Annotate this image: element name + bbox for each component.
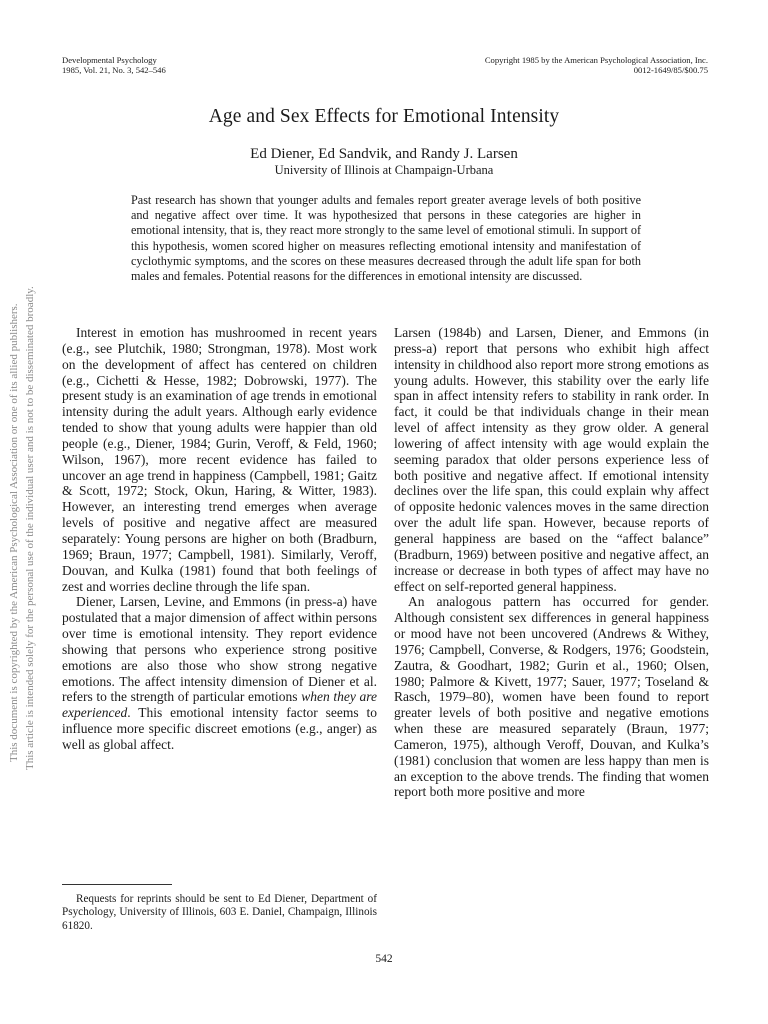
left-paragraph-1: Interest in emotion has mushroomed in recent years (e.g., see Plutchik, 1980; Strongman, 1978). Most work on the development of affect has centered on children (e.g., Cichetti & Hesse, 1982; Dobrowski, 1977). The present study is an examination of age trends in emotional intensity during the adult years. Although early evidence tended to show that young adults were happier than old people (e.g., Diener, 1984; Gurin, Veroff, & Feld, 1960; Wilson, 1967), more recent evidence has failed to uncover an age trend in happiness (Campbell, 1981; Gaitz & Scott, 1972; Stock, Okun, Haring, & Witter, 1983). However, an interesting trend emerges when average levels of positive and negative affect are measured separately: Young persons are higher on both (Bradburn, 1969; Braun, 1977; Campbell, 1981). Similarly, Veroff, Douvan, and Kulka (1981) found that both feelings of zest and worries decline through the life span. (62, 325, 377, 594)
right-paragraph-1: Larsen (1984b) and Larsen, Diener, and Emmons (in press-a) report that persons who exhibit high affect intensity in childhood also report more strong emotions as young adults. However, this stability over the early life span in affect intensity refers to stability in rank order. In fact, it could be that individuals change in their mean level of affect intensity as they grow older. A general lowering of affect intensity with age would explain the seeming paradox that older persons experience less of both positive and negative affect. If emotional intensity declines over the life span, this could explain why affect of opposite hedonic valences moves in the same direction over the adult life span. However, because reports of general happiness are based on the “affect balance” (Bradburn, 1969) between positive and negative affect, an increase or decrease in both types of affect may have no effect on self-reported general happiness. (394, 325, 709, 594)
affiliation: University of Illinois at Champaign-Urbana (274, 163, 494, 177)
left-paragraph-2-part-b: . This emotional intensity factor seems to influence more specific discreet emotions (e.g., anger) as well as global affect. (62, 705, 377, 752)
abstract (131, 193, 641, 284)
issn-line: 0012-1649/85/$00.75 (633, 65, 708, 75)
copyright-line: Copyright 1985 by the American Psychological Association, Inc. (484, 55, 708, 65)
watermark-line-1: This document is copyrighted by the American Psychological Association or one of its allied publishers. (8, 303, 20, 762)
right-paragraph-2: An analogous pattern has occurred for gender. Although consistent sex differences in general happiness or mood have not been uncovered (Andrews & Withey, 1976; Campbell, Converse, & Rodgers, 1976; Goodstein, Zautra, & Goodhart, 1982; Gurin et al., 1960; Olsen, 1980; Palmore & Kivett, 1977; Sauer, 1977; Toseland & Rasch, 1979–80), women have been found to report greater levels of both positive and negative emotions when these are measured separately (Braun, 1977; Cameron, 1975), although Veroff, Douvan, and Kulka’s (1981) conclusion that women are less happy than men is an exception to the above trends. The finding that women report both more positive and more (394, 594, 709, 800)
left-column (62, 325, 377, 753)
left-paragraph-2 (62, 594, 377, 752)
footnote-text: Requests for reprints should be sent to Ed Diener, Department of Psychology, University of Illinois, 603 E. Daniel, Champaign, Illinois 61820. (62, 893, 377, 932)
page-number: 542 (375, 953, 393, 965)
right-column (394, 325, 709, 800)
watermark-line-2: This article is intended solely for the personal use of the individual user and is not to be disseminated broadly. (24, 286, 36, 770)
volume-info: 1985, Vol. 21, No. 3, 542–546 (62, 65, 166, 75)
abstract-text: Past research has shown that younger adults and females report greater average levels of both positive and negative affect over time. It was hypothesized that persons in these categories are higher in emotional intensity, that is, they react more strongly to the same level of emotional stimuli. In support of this hypothesis, women scored higher on measures reflecting emotional intensity and manifestation of cyclothymic symptoms, and the scores on these measures decreased through the adult life span for both males and females. Potential reasons for the differences in emotional intensity are discussed. (131, 193, 641, 284)
left-paragraph-2-emphasis: when they are experienced (62, 689, 377, 721)
left-paragraph-2-part-a: Diener, Larsen, Levine, and Emmons (in press-a) have postulated that a major dimension of affect within persons over time is emotional intensity. They report evidence showing that persons who experience strong positive emotions are also those who show strong negative emotions. The affect intensity dimension of Diener et al. refers to the strength of particular emotions (62, 594, 377, 705)
paper-title: Age and Sex Effects for Emotional Intensity (208, 106, 560, 127)
footnote-rule (62, 884, 172, 885)
journal-info (62, 55, 166, 75)
journal-name: Developmental Psychology (62, 55, 157, 65)
authors: Ed Diener, Ed Sandvik, and Randy J. Larsen (250, 146, 518, 162)
footnote (62, 893, 377, 933)
copyright-info (485, 55, 708, 75)
